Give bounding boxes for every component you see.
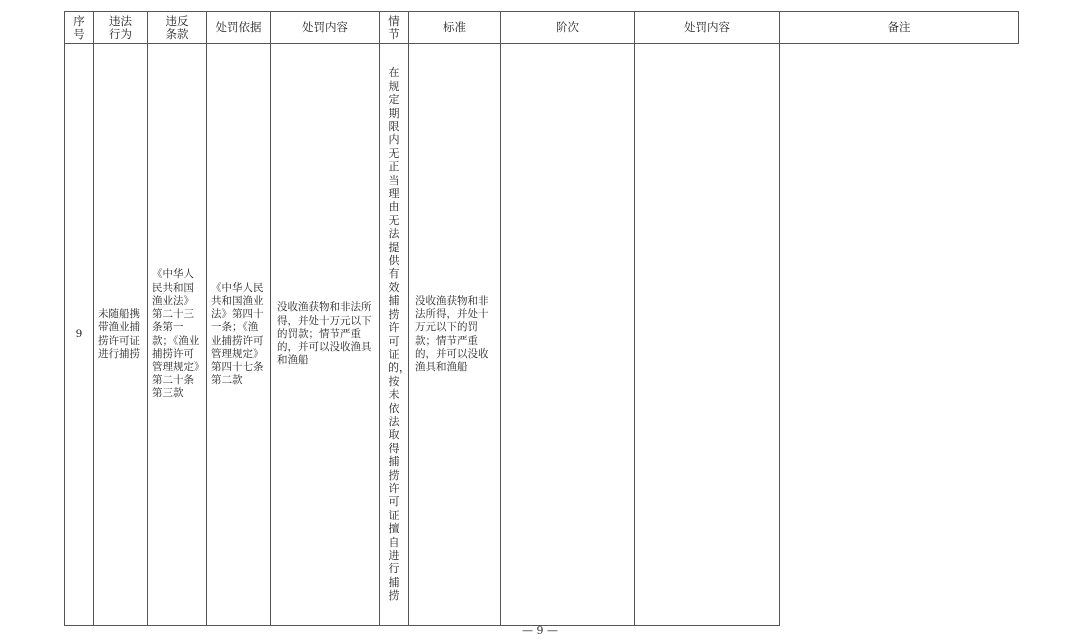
cell-content: [271, 44, 380, 626]
cell-standard-text: 没收渔获物和非法所得，并处十万元以下的罚款；情节严重的，并可以没收渔具和渔船: [415, 294, 489, 373]
header-stage-text: 阶次: [556, 20, 579, 34]
header-standard: [409, 12, 501, 44]
cell-seq-text: 9: [75, 327, 83, 340]
cell-seq: [65, 44, 94, 626]
cell-basis-text: 《中华人民共和国渔业法》第四十一条；《渔业捕捞许可管理规定》第四十七条第二款: [211, 281, 264, 387]
cell-remark: [780, 44, 1019, 626]
table-header-row: [65, 12, 1019, 44]
header-seq-text: 序 号: [73, 13, 85, 41]
header-standard-text: 标准: [443, 20, 466, 34]
header-seq: [65, 12, 94, 44]
cell-content-text: 没收渔获物和非法所得，并处十万元以下的罚款；情节严重的，并可以没收渔具和渔船: [277, 301, 372, 367]
cell-violation: [94, 44, 148, 626]
header-content: [271, 12, 380, 44]
header-content2: [635, 12, 780, 44]
cell-violated-clause: [148, 44, 207, 626]
cell-content2: [635, 44, 780, 626]
header-remark: [780, 12, 1019, 44]
penalty-table: [64, 11, 1019, 626]
cell-violated-clause-text: 《中华人民共和国渔业法》第二十三条第一款；《渔业捕捞许可管理规定》第二十条第三款: [152, 268, 200, 400]
header-content-text: 处罚内容: [302, 20, 348, 34]
header-circumstance: [380, 12, 409, 44]
header-stage: [501, 12, 635, 44]
cell-circumstance-text: 在规定期限内无正当理由无法提供有效捕捞许可证的，按未依法取得捕捞许可证擅自进行捕捞: [388, 66, 410, 603]
header-violation: [94, 12, 148, 44]
header-basis: [207, 12, 271, 44]
page-number: — 9 —: [522, 624, 558, 637]
header-violated-clause-text: 违反 条款: [165, 13, 189, 41]
header-content2-text: 处罚内容: [684, 20, 730, 34]
cell-circumstance: [380, 44, 409, 626]
header-violated-clause: [148, 12, 207, 44]
cell-stage: [501, 44, 635, 626]
cell-standard: [409, 44, 501, 626]
cell-basis: [207, 44, 271, 626]
header-basis-text: 处罚依据: [215, 20, 262, 34]
header-violation-text: 违法 行为: [109, 13, 132, 41]
header-remark-text: 备注: [887, 20, 911, 34]
header-circumstance-text: 情 节: [388, 13, 400, 41]
table-row: [65, 44, 1019, 626]
cell-violation-text: 未随船携带渔业捕捞许可证进行捕捞: [98, 308, 140, 360]
